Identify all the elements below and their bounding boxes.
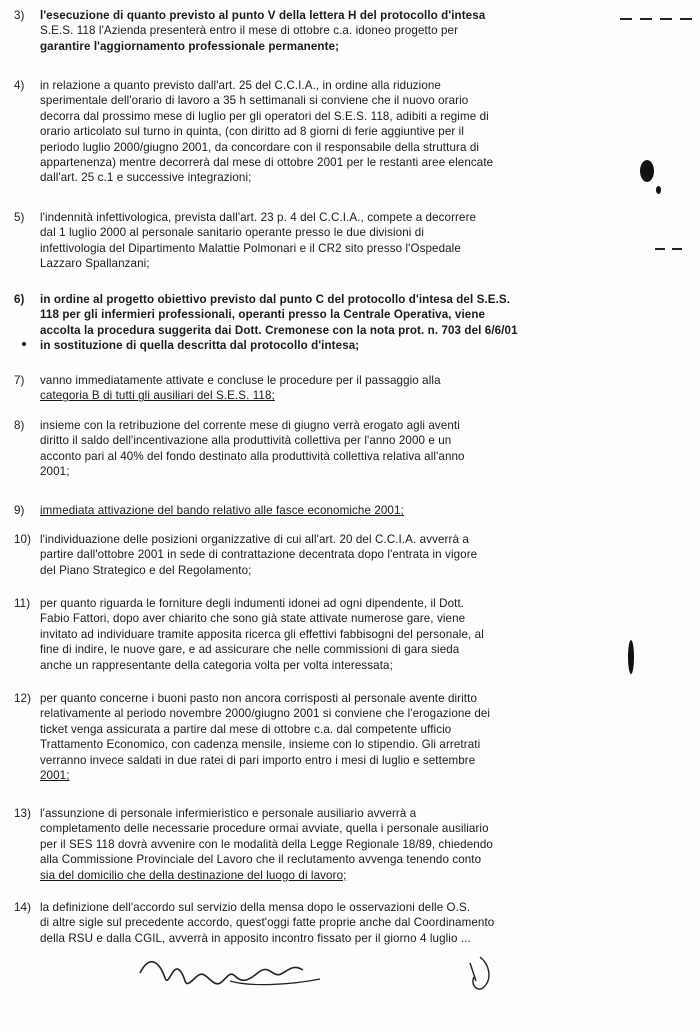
item-6 [14,292,678,354]
text-line: invitato ad individuare tramite apposita ricerca gli effettivi fabbisogni del personale, al [40,627,484,641]
text-line: Trattamento Economico, con cadenza mensile, insieme con lo stipendio. Gli arretrati [40,738,481,752]
handwritten-signatures [110,945,630,1005]
scan-dash [655,248,665,250]
text-line: anche un rappresentante della categoria volta per volta interessata; [40,658,393,672]
text-line: acconto pari al 40% del fondo destinato alla produttività collettiva relativa all'anno [40,449,465,463]
text-line: l'esecuzione di quanto previsto al punto V della lettera H del protocollo d'intesa [40,9,486,22]
scan-dash [672,248,682,250]
text-line: appartenenza) mentre decorrerà dal mese di ottobre 2001 per le restanti aree elencate [40,156,494,170]
text-line: S.E.S. 118 l'Azienda presenterà entro il mese di ottobre c.a. idoneo progetto per [40,24,459,38]
text-line: partire dall'ottobre 2001 in sede di contrattazione decentrata dopo l'entrata in vigore [40,548,478,562]
text-line: sperimentale dell'orario di lavoro a 35 h settimanali si conviene che il nuovo orario [40,94,469,108]
item-text [40,373,678,404]
text-line: in ordine al progetto obiettivo previsto dal punto C del protocollo d'intesa del S.E.S. [40,293,511,306]
text-line: la definizione dell'accordo sul servizio della mensa dopo le osservazioni delle O.S. [40,901,471,914]
text-line: dal 1 luglio 2000 al personale sanitario operante presso le due divisioni di [40,226,424,240]
item-13 [14,806,678,883]
text-line: garantire l'aggiornamento professionale permanente; [40,39,340,53]
item-14 [14,900,678,946]
text-line: periodo luglio 2000/giugno 2001, da concordare con il responsabile della struttura di [40,140,480,154]
text-line: 2001; [40,465,70,479]
scan-dash [660,18,672,20]
item-3 [14,8,678,54]
text-line: diritto il saldo dell'incentivazione alla produttività collettiva per l'anno 2000 e un [40,434,452,448]
text-line: fine di indire, le nuove gare, e ad assicurare che nelle commissioni di gara sieda [40,643,460,657]
item-text [40,596,678,673]
text-line: di altre sigle sul precedente accordo, quest'oggi fatte proprie anche dal Coordinamento [40,916,495,930]
text-line: Fabio Fattori, dopo aver chiarito che sono già state attivate numerose gare, viene [40,612,466,626]
text-line: insieme con la retribuzione del corrente mese di giugno verrà erogato agli aventi [40,419,460,432]
scan-speck [628,640,634,674]
item-number: 8) [14,419,25,432]
text-line: per il SES 118 dovrà avvenire con le modalità della Legge Regionale 18/89, chiedendo [40,837,493,851]
text-line: 118 per gli infermieri professionali, operanti presso la Centrale Operativa, viene [40,308,486,322]
item-number: 9) [14,504,25,517]
scan-speck [22,342,26,346]
text-line: per quanto concerne i buoni pasto non ancora corrisposti al personale avente diritto [40,692,477,705]
scan-dash [680,18,692,20]
text-line: verranno invece saldati in due ratei di pari importo entro i mesi di luglio e settembre [40,753,476,767]
text-line: alla Commissione Provinciale del Lavoro che il reclutamento avvenga tenendo conto [40,853,482,867]
item-9 [14,503,678,518]
text-line: l'indennità infettivologica, prevista dall'art. 23 p. 4 del C.C.I.A., compete a decorrere [40,211,477,224]
item-4 [14,78,678,186]
text-line: in relazione a quanto previsto dall'art. 25 del C.C.I.A., in ordine alla riduzione [40,79,441,92]
item-number: 14) [14,901,32,914]
text-line: completamento delle necessarie procedure ormai avviate, quella i personale ausiliario [40,822,489,836]
item-number: 4) [14,79,25,92]
text-line: l'individuazione delle posizioni organizzative di cui all'art. 20 del C.C.I.A. avverrà a [40,533,469,546]
item-7 [14,373,678,404]
item-number: 12) [14,692,32,705]
text-line: relativamente al periodo novembre 2000/giugno 2001 si conviene che l'erogazione dei [40,707,491,721]
scan-dash [640,18,652,20]
text-line: Lazzaro Spallanzani; [40,257,150,271]
item-text [40,503,678,518]
scan-speck [656,186,661,194]
scan-speck [640,160,654,182]
text-line: immediata attivazione del bando relativo alle fasce economiche 2001; [40,504,404,517]
text-line: infettivologia del Dipartimento Malattie Polmonari e il CR2 sito presso l'Ospedale [40,241,461,255]
text-line: decorra dal prossimo mese di luglio per gli operatori del S.E.S. 118, adibiti a regime di [40,109,489,123]
text-line: accolta la procedura suggerita dai Dott. Cremonese con la nota prot. n. 703 del 6/6/01 [40,323,518,337]
text-line: per quanto riguarda le forniture degli indumenti idonei ad ogni dipendente, il Dott. [40,597,465,610]
item-8 [14,418,678,480]
item-5 [14,210,678,272]
text-line: della RSU e dalla CGIL, avverrà in apposito incontro fissato per il giorno 4 luglio ... [40,931,471,945]
text-line: sia del domicilio che della destinazione del luogo di lavoro; [40,868,347,882]
item-text [40,532,678,578]
text-line: in sostituzione di quella descritta dal protocollo d'intesa; [40,339,360,353]
text-line: l'assunzione di personale infermieristico e personale ausiliario avverrà a [40,807,417,820]
text-line: orario articolato sul turno in quinta, (con diritto ad 8 giorni di ferie aggiuntive per il [40,125,465,139]
item-text [40,418,678,480]
item-text [40,292,678,354]
item-11 [14,596,678,673]
item-number: 13) [14,807,32,820]
item-text [40,8,678,54]
text-line: vanno immediatamente attivate e concluse le procedure per il passaggio alla [40,374,441,387]
item-text [40,691,678,783]
item-number: 11) [14,597,31,610]
text-line: dall'art. 25 c.1 e successive integrazioni; [40,171,252,185]
item-10 [14,532,678,578]
item-text [40,78,678,186]
text-line: ticket venga assicurata a partire dal mese di ottobre c.a. dal competente ufficio [40,722,452,736]
item-text [40,900,678,946]
item-text [40,806,678,883]
text-line: del Piano Strategico e del Regolamento; [40,563,252,577]
item-number: 3) [14,9,25,22]
scan-dash [620,18,632,20]
item-text [40,210,678,272]
item-number: 7) [14,374,25,387]
item-number: 5) [14,211,25,224]
text-line: categoria B di tutti gli ausiliari del S.E.S. 118; [40,389,275,403]
item-number: 6) [14,293,25,306]
item-number: 10) [14,533,32,546]
item-12 [14,691,678,783]
text-line: 2001; [40,769,70,783]
